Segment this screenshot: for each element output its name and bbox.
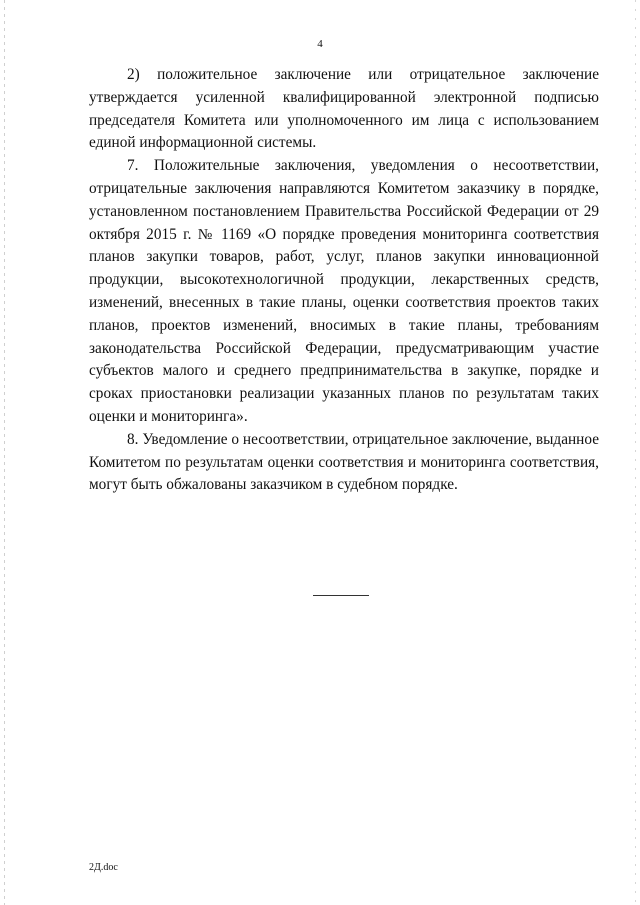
paragraph-item-7: 7. Положительные заключения, уведомления о несоответствии, отрицательные заключения направляются Комитетом заказчику в порядке, установленном постановлением Правительства Российской Федерации от 29 октября 2015 г. № 1169 «О порядке проведения мониторинга соответствия планов закупки товаров, работ, услуг, планов закупки инновационной продукции, высокотехнологичной продукции, лекарственных средств, изменений, внесенных в такие планы, оценки соответствия проектов таких планов, проектов изменений, вносимых в такие планы, требованиям законодательства Российской Федерации, предусматривающим участие субъектов малого и среднего предпринимательства в закупке, порядке и сроках приостановки реализации указанных планов по результатам таких оценки и мониторинга». — [89, 157, 599, 425]
scan-edge-left — [4, 0, 5, 905]
end-separator-line — [313, 595, 369, 596]
scan-edge-right — [635, 0, 636, 905]
footer-filename: 2Д.doc — [89, 862, 118, 873]
document-body — [89, 64, 599, 497]
page-number: 4 — [317, 38, 323, 50]
paragraph-item-8: 8. Уведомление о несоответствии, отрицательное заключение, выданное Комитетом по результатам оценки соответствия и мониторинга соответствия, могут быть обжалованы заказчиком в судебном порядке. — [89, 430, 599, 494]
paragraph-subitem-2: 2) положительное заключение или отрицательное заключение утверждается усиленной квалифицированной электронной подписью председателя Комитета или уполномоченного им лица с использованием единой информационной системы. — [89, 66, 599, 152]
